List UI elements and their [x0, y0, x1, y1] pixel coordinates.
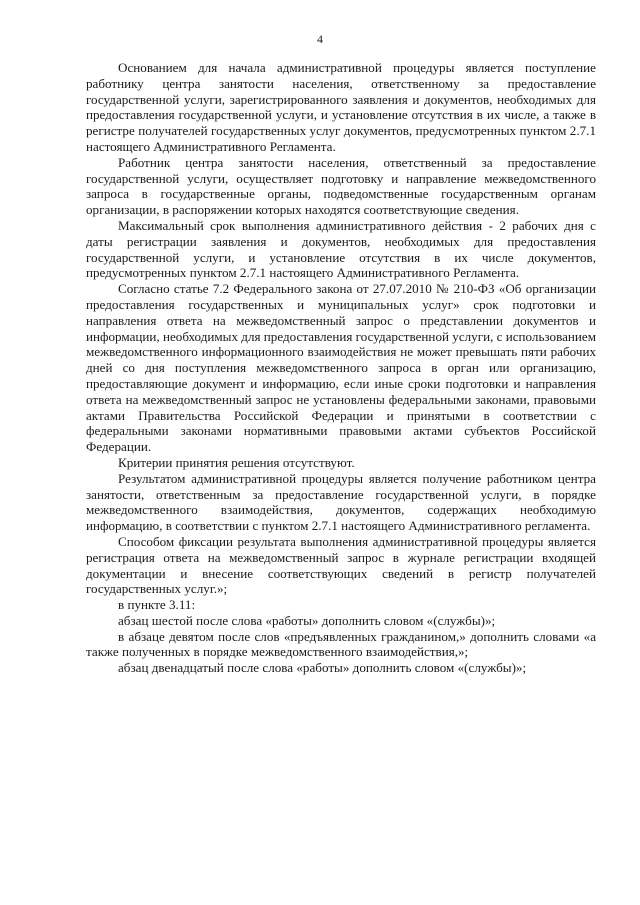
paragraph-federal-law: Согласно статье 7.2 Федерального закона от 27.07.2010 № 210-ФЗ «Об организации предоставления государственных и муниципальных услуг» срок подготовки и направления ответа на межведомственный запрос о представлении документов и информации, необходимых для предоставления государственной услуги, с использованием межведомственного информационного взаимодействия не может превышать пяти рабочих дней со дня поступления межведомственного запроса в орган или организацию, предоставляющие документ и информацию, если иные сроки подготовки и направления ответа на межведомственный запрос не установлены федеральными законами, правовыми актами Правительства Российской Федерации и принятыми в соответствии с федеральными законами нормативными правовыми актами субъектов Российской Федерации.	[86, 281, 597, 455]
paragraph-amendment-12: абзац двенадцатый после слова «работы» дополнить словом «(службы)»;	[118, 660, 527, 676]
page-number: 4	[317, 32, 323, 46]
paragraph-max-term: Максимальный срок выполнения административного действия - 2 рабочих дня с даты регистрации заявления и документов, необходимых для предоставления государственной услуги, и установление отсутствия в их числе документов, предусмотренных пунктом 2.7.1 настоящего Административного Регламента.	[86, 217, 596, 281]
paragraph-result: Результатом административной процедуры является получение работником центра занятости, ответственным за предоставление государственной услуги, в порядке межведомственного взаимодействия, документов, содержащих необходимую информацию, в соответствии с пунктом 2.7.1 настоящего Административного регламента.	[86, 470, 596, 534]
paragraph-basis: Основанием для начала административной процедуры является поступление работнику центра занятости населения, ответственному за предоставление государственной услуги, зарегистрированного заявления и документов, необходимых для предоставления государственной услуги, и установление отсутствия в их числе, а также в регистре получателей государственных услуг документов, предусмотренных пунктом 2.7.1 настоящего Административного Регламента.	[86, 60, 596, 154]
paragraph-criteria: Критерии принятия решения отсутствуют.	[118, 454, 355, 470]
paragraph-clause-3-11: в пункте 3.11:	[118, 597, 196, 613]
paragraph-fixation: Способом фиксации результата выполнения административной процедуры является регистрация ответа на межведомственный запрос в журнале регистрации входящей документации и внесение соответствующих сведений в регистр получателей государственных услуг.»;	[86, 533, 596, 597]
paragraph-amendment-9: в абзаце девятом после слов «предъявленных гражданином,» дополнить словами «а также полученных в порядке межведомственного взаимодействия,»;	[86, 628, 596, 660]
paragraph-employee-request: Работник центра занятости населения, ответственный за предоставление государственной услуги, осуществляет подготовку и направление межведомственного запроса в государственные органы, подведомственные государственным органам организации, в распоряжении которых находятся соответствующие сведения.	[86, 154, 596, 218]
paragraph-amendment-6: абзац шестой после слова «работы» дополнить словом «(службы)»;	[118, 612, 496, 628]
document-body	[86, 60, 596, 676]
